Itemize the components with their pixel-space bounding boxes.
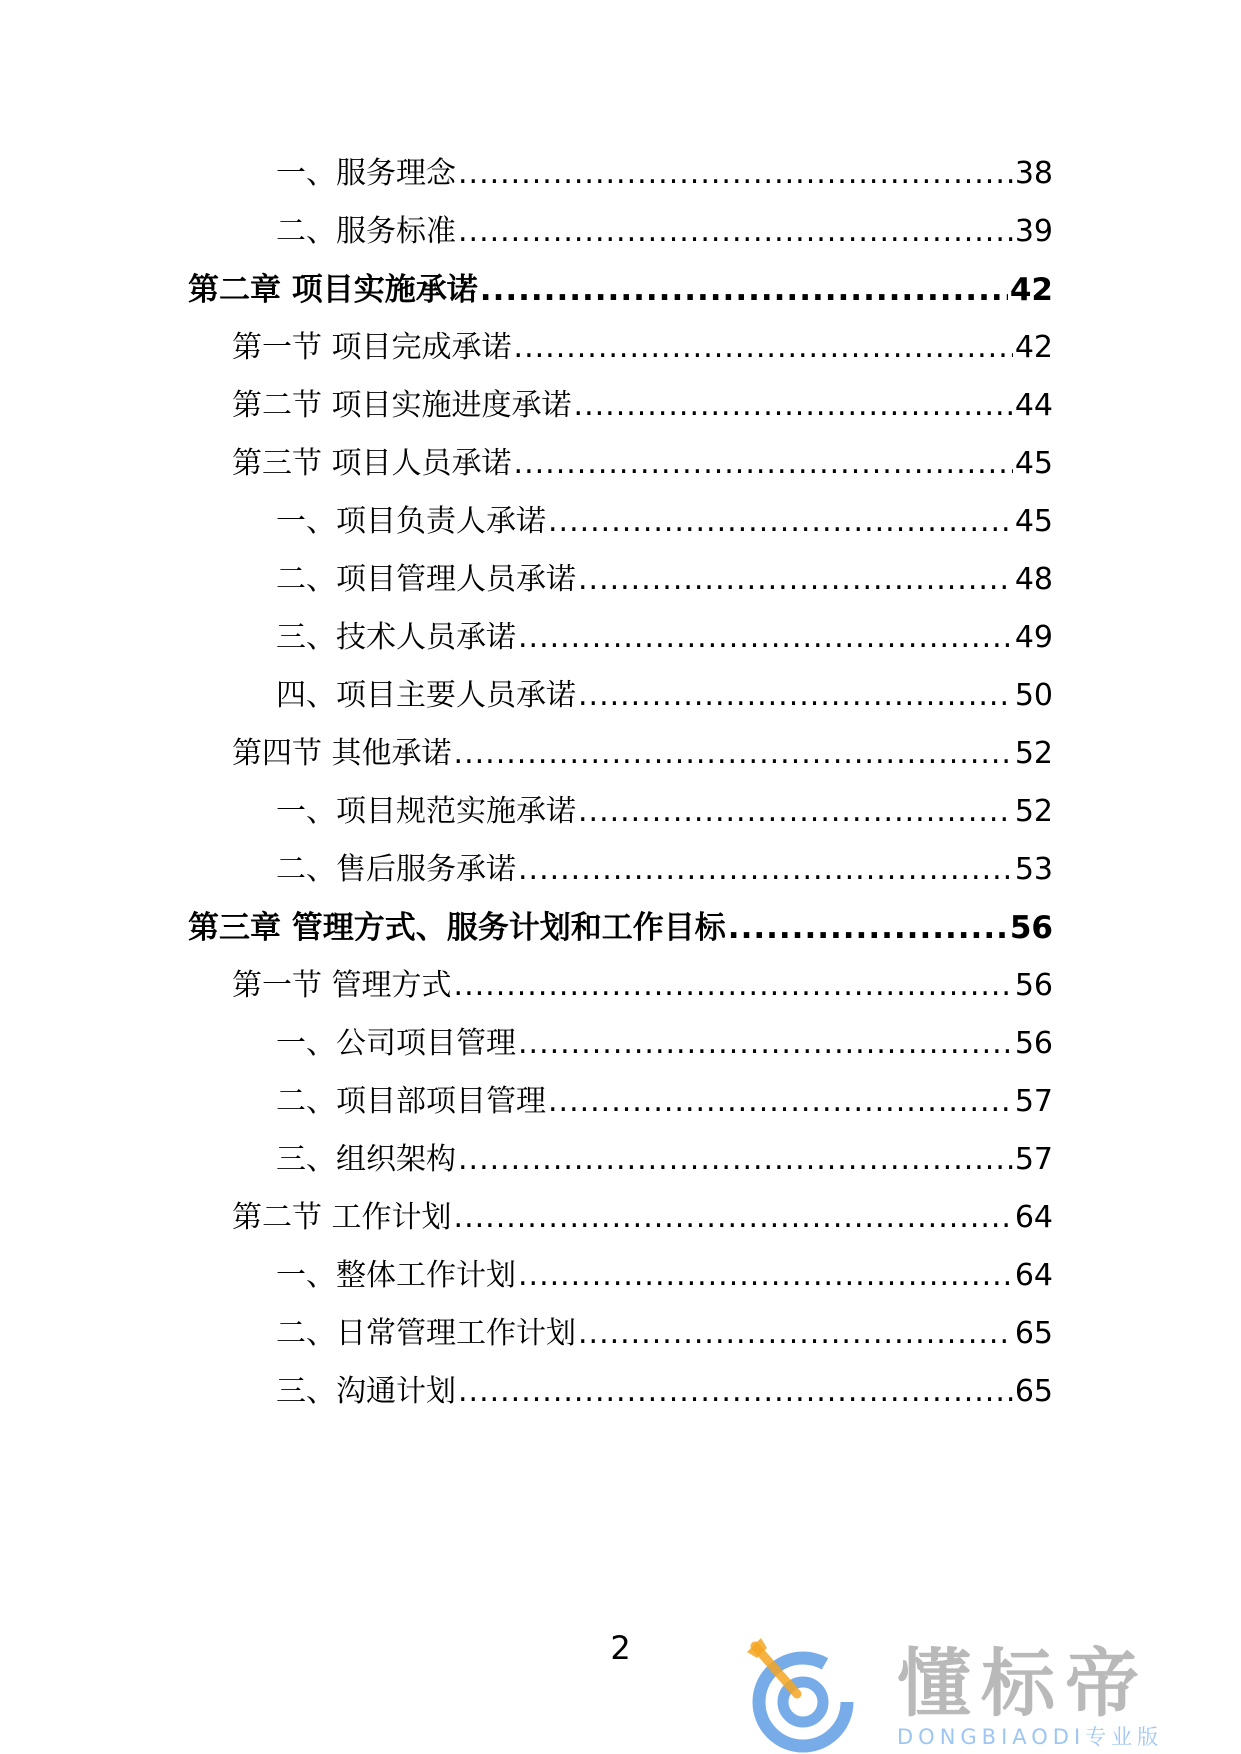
toc-entry-page: 56 (1014, 1026, 1053, 1061)
toc-entry[interactable] (188, 906, 1053, 950)
toc-dot-leader (574, 384, 1013, 428)
toc-entry-page: 48 (1014, 562, 1053, 597)
toc-entry-title: 第四节 其他承诺 (232, 736, 452, 771)
toc-entry[interactable] (232, 1196, 1053, 1240)
toc-entry-page: 52 (1014, 736, 1053, 771)
toc-entry-title: 三、技术人员承诺 (276, 620, 516, 655)
toc-entry[interactable] (276, 790, 1053, 834)
toc-entry-page: 49 (1014, 620, 1053, 655)
toc-entry-title: 一、项目规范实施承诺 (276, 794, 576, 829)
watermark-subtitle: DONGBIAODI专业版 (897, 1725, 1164, 1749)
toc-entry-page: 65 (1014, 1316, 1053, 1351)
toc-entry[interactable] (276, 500, 1053, 544)
toc-entry-title: 第二节 工作计划 (232, 1200, 452, 1235)
toc-entry-page: 50 (1014, 678, 1053, 713)
toc-entry[interactable] (276, 152, 1053, 196)
toc-entry[interactable] (276, 1138, 1053, 1182)
toc-entry[interactable] (232, 384, 1053, 428)
toc-entry-page: 42 (1009, 272, 1053, 308)
toc-entry-page: 57 (1014, 1142, 1053, 1177)
toc-dot-leader (514, 326, 1013, 370)
page-number: 2 (610, 1629, 631, 1667)
toc-entry[interactable] (276, 1254, 1053, 1298)
toc-entry-page: 39 (1014, 214, 1053, 249)
toc-entry-title: 第三章 管理方式、服务计划和工作目标 (188, 910, 726, 946)
toc-entry[interactable] (276, 848, 1053, 892)
toc-entry[interactable] (188, 268, 1053, 312)
toc-entry[interactable] (276, 1312, 1053, 1356)
toc-entry[interactable] (276, 1022, 1053, 1066)
toc-entry-title: 三、组织架构 (276, 1142, 456, 1177)
toc-entry[interactable] (276, 674, 1053, 718)
toc-dot-leader (518, 1022, 1013, 1066)
toc-entry-page: 52 (1014, 794, 1053, 829)
toc-dot-leader (518, 848, 1013, 892)
toc-dot-leader (518, 1254, 1013, 1298)
toc-entry-page: 38 (1014, 156, 1053, 191)
toc-dot-leader (578, 558, 1013, 602)
toc-entry-page: 57 (1014, 1084, 1053, 1119)
toc-entry-page: 65 (1014, 1374, 1053, 1409)
target-logo-icon (745, 1636, 865, 1754)
toc-dot-leader (458, 1138, 1013, 1182)
toc-entry-title: 第一节 项目完成承诺 (232, 330, 512, 365)
toc-entry-title: 第二节 项目实施进度承诺 (232, 388, 572, 423)
toc-entry[interactable] (232, 442, 1053, 486)
toc-entry-title: 二、服务标准 (276, 214, 456, 249)
toc-entry[interactable] (276, 1080, 1053, 1124)
toc-dot-leader (458, 152, 1013, 196)
watermark-brand-name: 懂标帝 (897, 1641, 1149, 1727)
toc-dot-leader (454, 964, 1013, 1008)
toc-entry-title: 二、项目部项目管理 (276, 1084, 546, 1119)
toc-entry-page: 42 (1014, 330, 1053, 365)
toc-dot-leader (728, 906, 1008, 950)
toc-entry[interactable] (276, 1370, 1053, 1414)
toc-entry[interactable] (232, 732, 1053, 776)
toc-entry[interactable] (276, 616, 1053, 660)
toc-entry-page: 53 (1014, 852, 1053, 887)
toc-entry[interactable] (232, 964, 1053, 1008)
toc-entry-title: 一、项目负责人承诺 (276, 504, 546, 539)
toc-entry-title: 一、公司项目管理 (276, 1026, 516, 1061)
toc-entry[interactable] (276, 210, 1053, 254)
toc-dot-leader (480, 268, 1008, 312)
toc-entry-title: 三、沟通计划 (276, 1374, 456, 1409)
toc-entry-title: 第三节 项目人员承诺 (232, 446, 512, 481)
toc-dot-leader (578, 790, 1013, 834)
toc-dot-leader (458, 210, 1013, 254)
toc-entry-title: 一、整体工作计划 (276, 1258, 516, 1293)
toc-entry[interactable] (232, 326, 1053, 370)
toc-entry-page: 45 (1014, 504, 1053, 539)
watermark (745, 1636, 1241, 1754)
toc-dot-leader (548, 1080, 1013, 1124)
toc-dot-leader (454, 1196, 1013, 1240)
toc-entry-title: 第二章 项目实施承诺 (188, 272, 478, 308)
toc-entry-title: 二、售后服务承诺 (276, 852, 516, 887)
toc-entry-title: 二、日常管理工作计划 (276, 1316, 576, 1351)
toc-dot-leader (518, 616, 1013, 660)
toc-entry-title: 第一节 管理方式 (232, 968, 452, 1003)
toc-dot-leader (454, 732, 1013, 776)
toc-entry-title: 四、项目主要人员承诺 (276, 678, 576, 713)
toc-dot-leader (514, 442, 1013, 486)
toc-entry-page: 64 (1014, 1200, 1053, 1235)
toc-entry-page: 64 (1014, 1258, 1053, 1293)
toc-entry-page: 45 (1014, 446, 1053, 481)
toc-entry[interactable] (276, 558, 1053, 602)
toc-dot-leader (578, 1312, 1013, 1356)
toc-entry-title: 一、服务理念 (276, 156, 456, 191)
toc-entry-page: 56 (1014, 968, 1053, 1003)
toc-dot-leader (458, 1370, 1013, 1414)
toc-dot-leader (578, 674, 1013, 718)
toc-entry-page: 56 (1009, 910, 1053, 946)
toc-entry-page: 44 (1014, 388, 1053, 423)
toc-dot-leader (548, 500, 1013, 544)
toc-entry-title: 二、项目管理人员承诺 (276, 562, 576, 597)
